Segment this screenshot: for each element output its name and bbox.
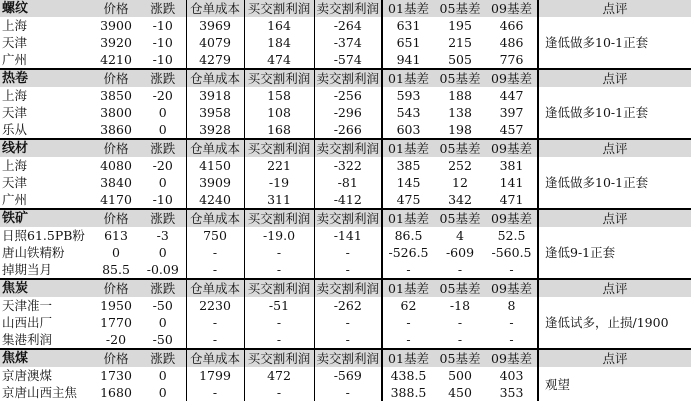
column-header-change: 涨跌 [140, 69, 186, 87]
column-header-comment: 点评 [538, 0, 691, 17]
table-cell: -19.0 [244, 227, 314, 244]
table-cell: 381 [499, 158, 524, 173]
column-header-basis-01: 01基差 [382, 139, 434, 157]
table-cell: - [186, 261, 244, 279]
table-cell: -20 [105, 332, 127, 347]
table-cell: 474 [244, 51, 314, 69]
table-cell: -18 [449, 298, 471, 313]
table-cell: -20 [152, 88, 173, 103]
table-cell: 221 [244, 157, 314, 174]
table-cell: - [244, 314, 314, 331]
column-header-basis-05: 05基差 [434, 0, 486, 17]
table-cell: -10 [152, 35, 173, 50]
row-label: 京唐澳煤 [2, 368, 53, 383]
column-header-basis-01: 01基差 [382, 279, 434, 297]
section-header-row [0, 69, 691, 87]
table-row [0, 17, 691, 34]
table-cell: -19 [244, 174, 314, 191]
table-cell: - [382, 331, 434, 349]
section-name: 螺纹 [0, 0, 92, 17]
column-header-comment: 点评 [538, 349, 691, 367]
table-cell: -266 [314, 121, 382, 139]
column-header-basis-05: 05基差 [434, 349, 486, 367]
column-header-sell-profit: 卖交割利润 [314, 279, 382, 297]
table-cell: -81 [314, 174, 382, 191]
column-header-comment: 点评 [538, 69, 691, 87]
table-cell: 0 [158, 368, 167, 383]
table-cell: 0 [158, 385, 167, 400]
section-name: 焦炭 [0, 279, 92, 297]
section-comment: 逢低做多10-1正套 [538, 87, 691, 139]
section-comment: 逢低做多10-1正套 [538, 157, 691, 209]
table-cell: 0 [158, 175, 167, 190]
table-cell: 188 [448, 88, 472, 103]
table-cell: 3850 [100, 88, 132, 103]
table-cell: 4170 [100, 192, 132, 207]
table-cell: 750 [186, 227, 244, 244]
table-cell: 0 [158, 315, 167, 330]
column-header-sell-profit: 卖交割利润 [314, 209, 382, 227]
table-cell: 195 [448, 18, 472, 33]
section-name: 焦煤 [0, 349, 92, 367]
table-cell: 450 [448, 385, 472, 400]
column-header-basis-09: 09基差 [486, 209, 538, 227]
table-cell: -256 [314, 87, 382, 104]
row-label: 山西出厂 [2, 315, 53, 330]
column-header-warehouse-cost: 仓单成本 [186, 349, 244, 367]
column-header-basis-09: 09基差 [486, 139, 538, 157]
section-comment: 逢低9-1正套 [538, 227, 691, 279]
column-header-basis-09: 09基差 [486, 349, 538, 367]
column-header-change: 涨跌 [140, 139, 186, 157]
section-header-row [0, 0, 691, 17]
table-cell: - [244, 331, 314, 349]
table-cell: - [382, 261, 434, 279]
row-label: 乐从 [2, 122, 28, 137]
column-header-comment: 点评 [538, 139, 691, 157]
column-header-price: 价格 [92, 139, 140, 157]
row-label: 天津 [2, 35, 28, 50]
table-cell: 198 [448, 122, 472, 137]
table-cell: 471 [499, 192, 524, 207]
table-cell: 1680 [100, 385, 132, 400]
table-cell: 0 [158, 122, 167, 137]
column-header-buy-profit: 买交割利润 [244, 349, 314, 367]
table-cell: 385 [382, 157, 434, 174]
table-cell: 353 [499, 385, 524, 400]
table-cell: 3928 [186, 121, 244, 139]
row-label: 集港利润 [2, 332, 53, 347]
table-cell: 164 [244, 17, 314, 34]
table-cell: -574 [314, 51, 382, 69]
table-cell: -412 [314, 191, 382, 209]
table-cell: 85.5 [102, 262, 130, 277]
section-header-row [0, 349, 691, 367]
table-cell: 311 [244, 191, 314, 209]
row-label: 广州 [2, 52, 28, 67]
table-cell: 475 [382, 191, 434, 209]
table-cell: - [314, 384, 382, 401]
section-comment: 观望 [538, 367, 691, 401]
row-label: 上海 [2, 18, 28, 33]
table-cell: -322 [314, 157, 382, 174]
table-cell: 12 [452, 175, 468, 190]
table-cell: 466 [499, 18, 524, 33]
table-cell: 3800 [100, 105, 132, 120]
table-cell: -264 [314, 17, 382, 34]
table-cell: 145 [382, 174, 434, 191]
table-cell: 1799 [186, 367, 244, 384]
table-cell: 168 [244, 121, 314, 139]
row-label: 天津 [2, 175, 28, 190]
section-name: 铁矿 [0, 209, 92, 227]
table-cell: -0.09 [146, 262, 179, 277]
column-header-change: 涨跌 [140, 279, 186, 297]
table-cell: 543 [382, 104, 434, 121]
column-header-sell-profit: 卖交割利润 [314, 349, 382, 367]
table-cell: 4279 [186, 51, 244, 69]
table-cell: 4210 [100, 52, 132, 67]
column-header-change: 涨跌 [140, 349, 186, 367]
table-cell: -526.5 [382, 244, 434, 261]
column-header-basis-01: 01基差 [382, 0, 434, 17]
table-cell: 342 [448, 192, 472, 207]
table-cell: 52.5 [497, 228, 526, 243]
section-header-row [0, 279, 691, 297]
table-cell: 4150 [186, 157, 244, 174]
column-header-basis-05: 05基差 [434, 139, 486, 157]
column-header-warehouse-cost: 仓单成本 [186, 139, 244, 157]
table-cell: - [509, 262, 514, 277]
table-cell: 457 [499, 122, 524, 137]
table-cell: - [314, 244, 382, 261]
section-comment: 逢低做多10-1正套 [538, 17, 691, 69]
table-cell: 3969 [186, 17, 244, 34]
table-cell: 505 [448, 52, 472, 67]
table-cell: 3920 [100, 35, 132, 50]
column-header-change: 涨跌 [140, 209, 186, 227]
table-cell: -3 [156, 228, 169, 243]
section-name: 线材 [0, 139, 92, 157]
table-cell: 138 [448, 105, 472, 120]
table-cell: -141 [314, 227, 382, 244]
table-cell: - [186, 244, 244, 261]
table-cell: 3958 [186, 104, 244, 121]
row-label: 日照61.5PB粉 [2, 228, 85, 243]
table-cell: 3918 [186, 87, 244, 104]
table-cell: 3860 [100, 122, 132, 137]
table-cell: 0 [158, 245, 167, 260]
column-header-buy-profit: 买交割利润 [244, 209, 314, 227]
table-cell: 447 [499, 88, 524, 103]
table-cell: 613 [104, 228, 128, 243]
column-header-change: 涨跌 [140, 0, 186, 17]
column-header-price: 价格 [92, 69, 140, 87]
column-header-warehouse-cost: 仓单成本 [186, 0, 244, 17]
table-cell: 472 [244, 367, 314, 384]
table-cell: 486 [499, 35, 524, 50]
table-cell: 8 [507, 298, 516, 313]
table-cell: -569 [314, 367, 382, 384]
section-comment: 逢低试多，止损/1900 [538, 297, 691, 349]
column-header-buy-profit: 买交割利润 [244, 139, 314, 157]
column-header-price: 价格 [92, 209, 140, 227]
table-cell: 3909 [186, 174, 244, 191]
column-header-basis-09: 09基差 [486, 69, 538, 87]
table-cell: 438.5 [382, 367, 434, 384]
column-header-basis-01: 01基差 [382, 69, 434, 87]
table-cell: -10 [152, 192, 173, 207]
column-header-buy-profit: 买交割利润 [244, 0, 314, 17]
table-cell: - [314, 331, 382, 349]
table-cell: - [186, 384, 244, 401]
table-cell: - [509, 332, 514, 347]
table-cell: -296 [314, 104, 382, 121]
table-cell: - [244, 384, 314, 401]
table-cell: - [314, 314, 382, 331]
column-header-warehouse-cost: 仓单成本 [186, 279, 244, 297]
table-cell: 215 [448, 35, 472, 50]
row-label: 上海 [2, 158, 28, 173]
row-label: 京唐山西主焦 [2, 385, 78, 400]
table-cell: 3900 [100, 18, 132, 33]
row-label: 上海 [2, 88, 28, 103]
column-header-comment: 点评 [538, 279, 691, 297]
column-header-price: 价格 [92, 0, 140, 17]
table-cell: 776 [499, 52, 524, 67]
table-cell: -609 [445, 245, 475, 260]
table-cell: 62 [382, 297, 434, 314]
table-cell: 4240 [186, 191, 244, 209]
column-header-basis-05: 05基差 [434, 69, 486, 87]
column-header-basis-01: 01基差 [382, 349, 434, 367]
column-header-sell-profit: 卖交割利润 [314, 139, 382, 157]
table-cell: -374 [314, 34, 382, 51]
table-cell: 631 [382, 17, 434, 34]
table-cell: - [382, 314, 434, 331]
table-cell: 651 [382, 34, 434, 51]
column-header-basis-05: 05基差 [434, 209, 486, 227]
column-header-warehouse-cost: 仓单成本 [186, 69, 244, 87]
table-cell: 397 [499, 105, 524, 120]
table-cell: -50 [152, 332, 173, 347]
row-label: 天津 [2, 105, 28, 120]
table-cell: - [244, 244, 314, 261]
table-cell: 1730 [100, 368, 132, 383]
table-cell: 388.5 [382, 384, 434, 401]
column-header-basis-09: 09基差 [486, 0, 538, 17]
table-cell: 403 [499, 368, 524, 383]
table-cell: 4 [456, 228, 464, 243]
table-cell: 108 [244, 104, 314, 121]
table-cell: 141 [499, 175, 524, 190]
column-header-comment: 点评 [538, 209, 691, 227]
table-cell: 1950 [100, 298, 132, 313]
table-cell: 2230 [186, 297, 244, 314]
table-cell: 184 [244, 34, 314, 51]
column-header-basis-01: 01基差 [382, 209, 434, 227]
table-row [0, 87, 691, 104]
column-header-price: 价格 [92, 349, 140, 367]
column-header-buy-profit: 买交割利润 [244, 279, 314, 297]
table-cell: 603 [382, 121, 434, 139]
row-label: 掉期当月 [2, 262, 53, 277]
table-cell: -10 [152, 52, 173, 67]
table-cell: 941 [382, 51, 434, 69]
table-row [0, 367, 691, 384]
table-cell: -51 [244, 297, 314, 314]
table-cell: - [186, 314, 244, 331]
column-header-basis-05: 05基差 [434, 279, 486, 297]
column-header-warehouse-cost: 仓单成本 [186, 209, 244, 227]
table-cell: - [457, 262, 463, 277]
table-cell: -20 [152, 158, 173, 173]
table-cell: 1770 [100, 315, 132, 330]
row-label: 广州 [2, 192, 28, 207]
table-cell: 158 [244, 87, 314, 104]
table-cell: - [314, 261, 382, 279]
table-cell: 3840 [100, 175, 132, 190]
table-cell: -50 [152, 298, 173, 313]
column-header-buy-profit: 买交割利润 [244, 69, 314, 87]
table-cell: - [509, 315, 514, 330]
column-header-sell-profit: 卖交割利润 [314, 69, 382, 87]
section-header-row [0, 209, 691, 227]
table-row [0, 297, 691, 314]
table-cell: 252 [448, 158, 472, 173]
table-row [0, 227, 691, 244]
column-header-sell-profit: 卖交割利润 [314, 0, 382, 17]
row-label: 唐山铁精粉 [2, 245, 65, 260]
column-header-price: 价格 [92, 279, 140, 297]
section-header-row [0, 139, 691, 157]
table-cell: 500 [448, 368, 472, 383]
table-cell: 593 [382, 87, 434, 104]
table-cell: 4079 [186, 34, 244, 51]
table-cell: 4080 [100, 158, 132, 173]
table-cell: -262 [314, 297, 382, 314]
table-cell: -560.5 [491, 245, 532, 260]
table-cell: - [186, 331, 244, 349]
column-header-basis-09: 09基差 [486, 279, 538, 297]
section-name: 热卷 [0, 69, 92, 87]
row-label: 天津准一 [2, 298, 53, 313]
table-cell: 0 [158, 105, 167, 120]
table-row [0, 157, 691, 174]
table-cell: - [244, 261, 314, 279]
table-cell: - [457, 315, 463, 330]
table-cell: -10 [152, 18, 173, 33]
table-cell: - [457, 332, 463, 347]
table-cell: 86.5 [382, 227, 434, 244]
table-cell: 0 [112, 245, 120, 260]
